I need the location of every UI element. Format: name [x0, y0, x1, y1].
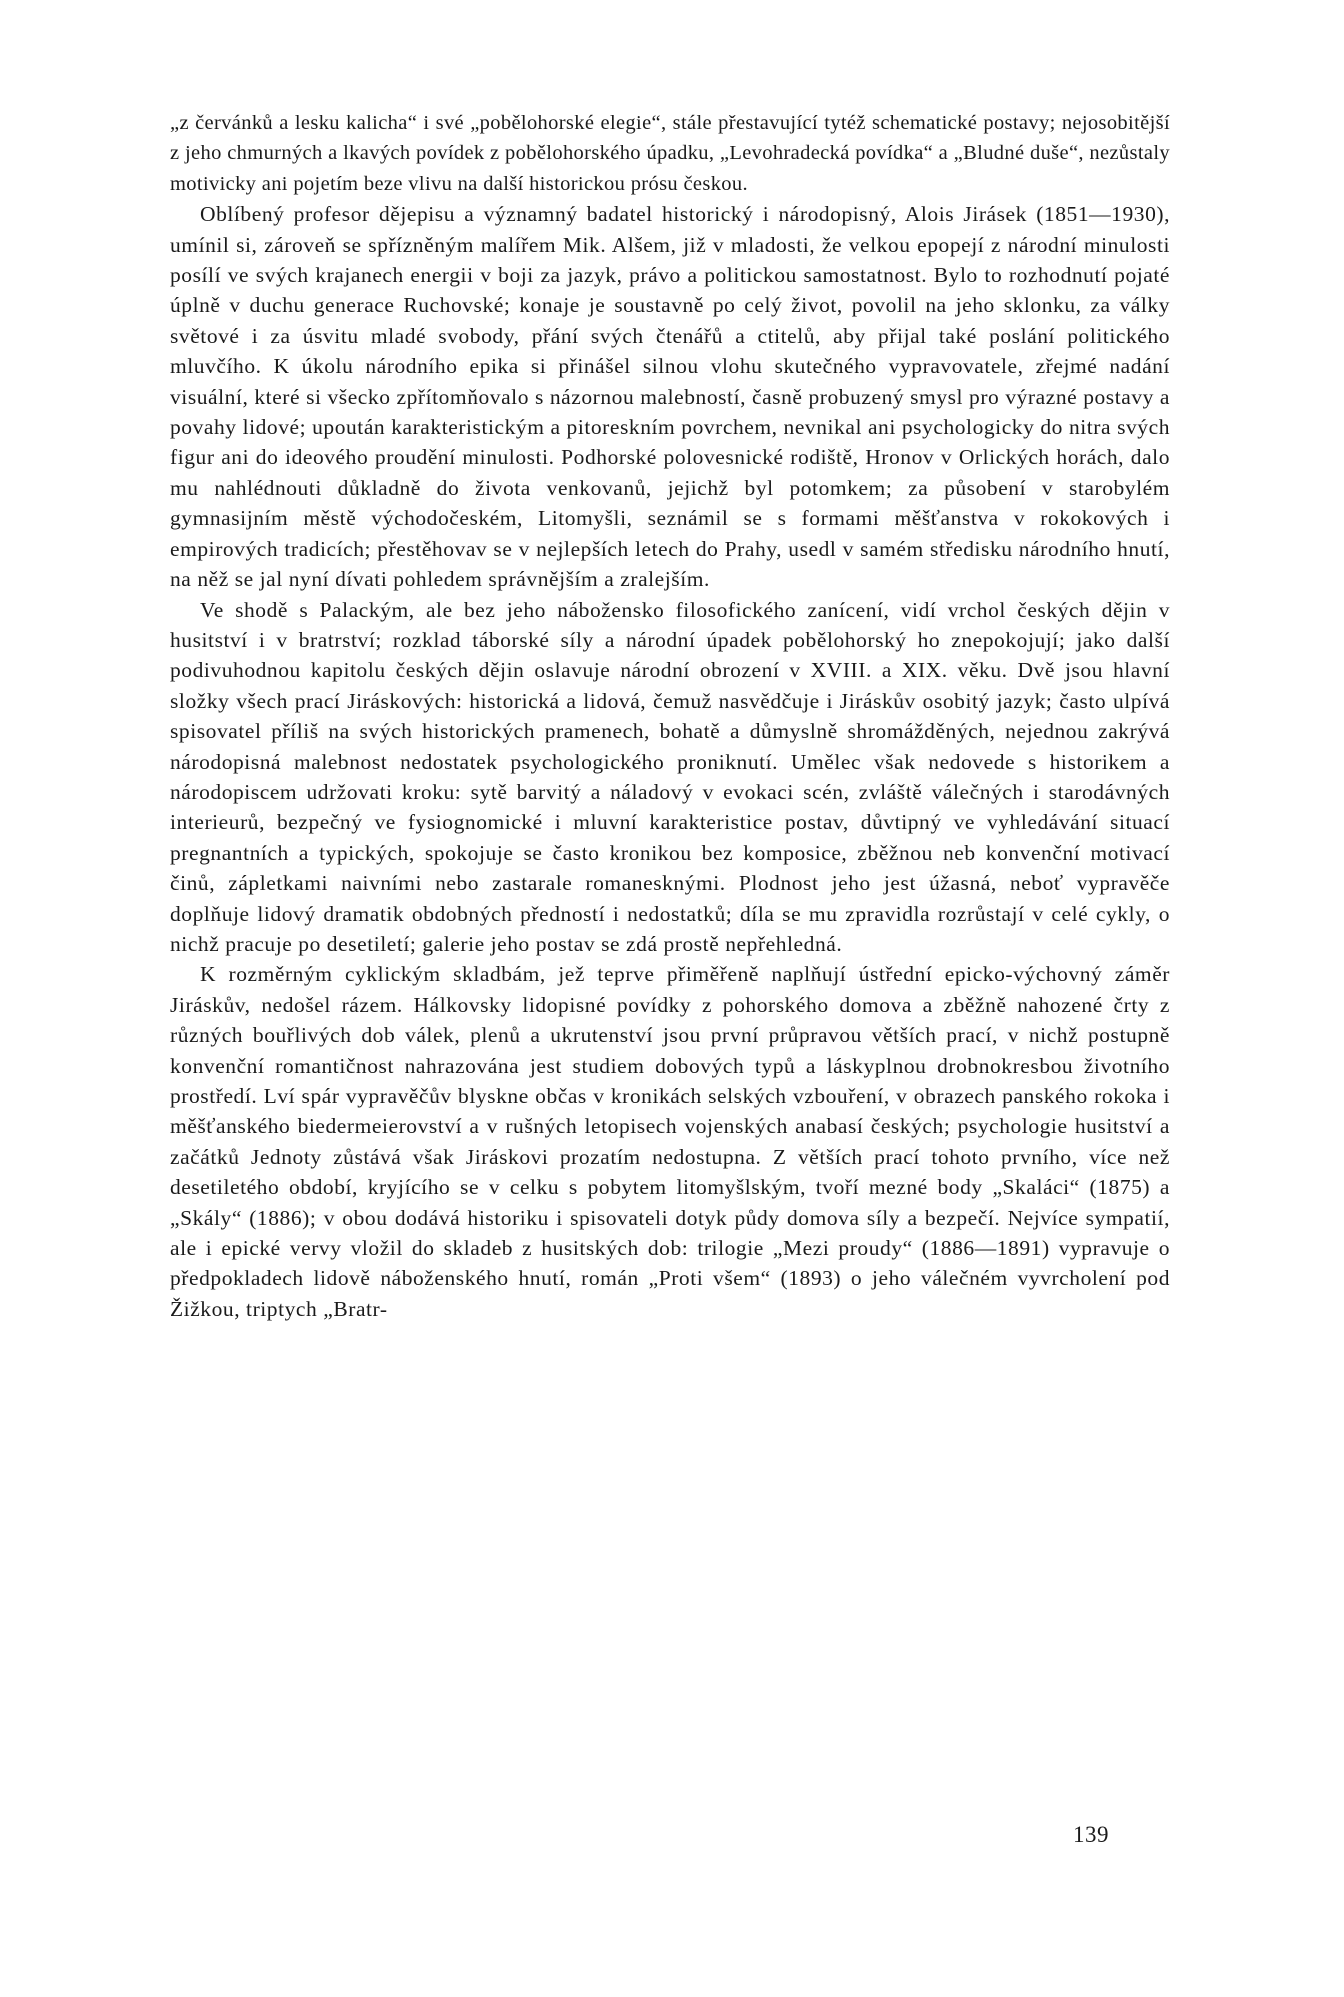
paragraph: „z červánků a lesku kalicha“ i své „pobělohorské elegie“, stále přestavující tytéž schematické postavy; nejosobitější z jeho chmurných a lkavých povídek z pobělohorského úpadku, „Levohradecká povídka“ a „Bludné duše“, nezůstaly motivicky ani pojetím beze vlivu na další historickou prósu českou.	[170, 112, 1170, 195]
page-body	[170, 108, 1170, 1324]
paragraph: Oblíbený profesor dějepisu a významný badatel historický i národopisný, Alois Jirásek (1851—1930), umínil si, zároveň se spřízněným malířem Mik. Alšem, již v mladosti, že velkou epopejí z národní minulosti posílí ve svých krajanech energii v boji za jazyk, právo a politickou samostatnost. Bylo to rozhodnutí pojaté úplně v duchu generace Ruchovské; konaje je soustavně po celý život, povolil na jeho sklonku, za války světové i za úsvitu mladé svobody, přání svých čtenářů a ctitelů, aby přijal také poslání politického mluvčího. K úkolu národního epika si přinášel silnou vlohu skutečného vypravovatele, zřejmé nadání visuální, které si všecko zpřítomňovalo s názornou malebností, časně probuzený smysl pro výrazné postavy a povahy lidové; upoután karakteristickým a pitoreskním povrchem, nevnikal ani psychologicky do nitra svých figur ani do ideového proudění minulosti. Podhorské polovesnické rodiště, Hronov v Orlických horách, dalo mu nahlédnouti důkladně do života venkovanů, jejichž byl potomkem; za působení v starobylém gymnasijním městě východočeském, Litomyšli, seznámil se s formami měšťanstva v rokokových i empirových tradicích; přestěhovav se v nejlepších letech do Prahy, usedl v samém středisku národního hnutí, na něž se jal nyní dívati pohledem správnějším a zralejším.	[170, 202, 1170, 592]
paragraph: K rozměrným cyklickým skladbám, jež teprve přiměřeně naplňují ústřední epicko-výchovný záměr Jiráskův, nedošel rázem. Hálkovsky lidopisné povídky z pohorského domova a zběžně nahozené črty z různých bouřlivých dob válek, plenů a ukrutenství jsou první průpravou větších prací, v nichž postupně konvenční romantičnost nahrazována jest studiem dobových typů a láskyplnou drobnokresbou životního prostředí. Lví spár vypravěčův blyskne občas v kronikách selských vzbouření, v obrazech panského rokoka i měšťanského biedermeierovství a v rušných letopisech vojenských anabasí českých; psychologie husitství a začátků Jednoty zůstává však Jiráskovi prozatím nedostupna. Z větších prací tohoto prvního, více než desetiletého období, kryjícího se v celku s pobytem litomyšlským, tvoří mezné body „Skaláci“ (1875) a „Skály“ (1886); v obou dodává historiku i spisovateli dotyk půdy domova síly a bezpečí. Nejvíce sympatií, ale i epické vervy vložil do skladeb z husitských dob: trilogie „Mezi proudy“ (1886—1891) vypravuje o předpokladech lidově náboženského hnutí, román „Proti všem“ (1893) o jeho válečném vyvrcholení pod Žižkou, triptych „Bratr-	[170, 962, 1170, 1321]
page-number: 139	[1073, 1822, 1109, 1847]
paragraph: Ve shodě s Palackým, ale bez jeho nábožensko filosofického zanícení, vidí vrchol českých dějin v husitství i v bratrství; rozklad táborské síly a národní úpadek pobělohorský ho znepokojují; jako další podivuhodnou kapitolu českých dějin oslavuje národní obrození v XVIII. a XIX. věku. Dvě jsou hlavní složky všech prací Jiráskových: historická a lidová, čemuž nasvědčuje i Jiráskův osobitý jazyk; často ulpívá spisovatel příliš na svých historických pramenech, bohatě a důmyslně shromážděných, nejednou zakrývá národopisná malebnost nedostatek psychologického proniknutí. Umělec však nedovede s historikem a národopiscem udržovati kroku: sytě barvitý a náladový v evokaci scén, zvláště válečných i starodávných interieurů, bezpečný ve fysiognomické i mluvní karakteristice postav, důvtipný ve vyhledávání situací pregnantních a typických, spokojuje se často kronikou bez komposice, zběžnou neb konvenční motivací činů, zápletkami naivními nebo zastarale romanesknými. Plodnost jeho jest úžasná, neboť vypravěče doplňuje lidový dramatik obdobných předností i nedostatků; díla se mu zpravidla rozrůstají v celé cykly, o nichž pracuje po desetiletí; galerie jeho postav se zdá prostě nepřehledná.	[170, 597, 1170, 956]
